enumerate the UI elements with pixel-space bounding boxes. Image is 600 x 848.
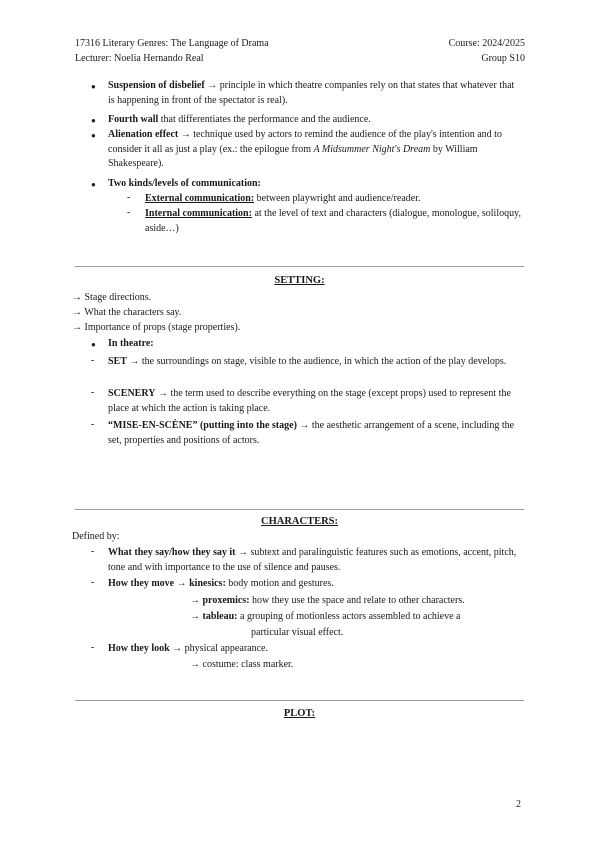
kinesics-text: body motion and gestures.	[225, 578, 334, 589]
characters-heading: CHARACTERS:	[260, 516, 338, 527]
fourth-wall-term: Fourth wall	[108, 114, 159, 125]
set-term: SET	[108, 356, 127, 367]
plot-heading: PLOT:	[283, 708, 316, 719]
suspension-text: → principle in which theatre companies rely on that states that whatever that is happening in front of the spectator is real).	[108, 80, 515, 106]
what-they-say-text: → subtext and paralinguistic features such as emotions, accent, pitch, tone and with importance to the use of silence and pauses.	[108, 547, 517, 573]
how-they-look-item	[108, 642, 268, 657]
fourth-wall-item	[108, 113, 520, 128]
scenery-text: → the term used to describe everything on the stage (except props) used to represent the place at which the action is taking place.	[108, 388, 511, 414]
group-label: Group S10	[481, 53, 525, 64]
what-they-say-item	[108, 546, 520, 575]
costume-item: → costume: class marker.	[190, 659, 294, 670]
tableau-term: tableau:	[202, 611, 238, 622]
mise-en-scene-text: → the aesthetic arrangement of a scene, including the set, properties and positions of actors.	[108, 420, 515, 446]
defined-by-label: Defined by:	[72, 531, 120, 542]
alienation-text-end: by William Shakespeare).	[108, 143, 478, 169]
alienation-item	[108, 128, 520, 172]
lecturer-name: Lecturer: Noelia Hernando Real	[75, 53, 204, 64]
set-item	[108, 355, 520, 370]
kinesics-term: kinesics:	[189, 578, 226, 589]
page-number: 2	[516, 799, 521, 810]
scenery-term: SCENERY	[108, 388, 156, 399]
external-text: between playwright and audience/reader.	[254, 193, 421, 204]
mise-en-scene-term: “MISE-EN-SCÈNE” (putting into the stage)	[108, 420, 297, 431]
course-year: Course: 2024/2025	[448, 38, 525, 49]
how-they-look-text: → physical appearance.	[169, 643, 268, 654]
how-they-move-term: How they move	[108, 578, 175, 589]
suspension-item	[108, 79, 520, 108]
set-text: → the surroundings on stage, visible to the audience, in which the action of the play develops.	[126, 356, 507, 367]
course-title: 17316 Literary Genres: The Language of Drama	[75, 38, 269, 49]
dash-marker: -	[91, 546, 95, 557]
alienation-term: Alienation effect	[108, 129, 179, 140]
communication-heading: Two kinds/levels of communication:	[108, 178, 261, 189]
bullet-icon: ●	[91, 180, 96, 189]
how-they-move-item: How they move → kinesics: body motion and gestures.	[108, 578, 334, 589]
tableau-item: → tableau: a grouping of motionless actors assembled to achieve a	[190, 611, 461, 622]
bullet-icon: ●	[91, 131, 96, 140]
section-divider	[75, 700, 524, 701]
setting-arrow-characters-say: → What the characters say.	[72, 307, 182, 318]
dash-marker: -	[127, 192, 131, 203]
internal-communication-item	[145, 207, 525, 236]
proxemics-item: → proxemics: how they use the space and relate to other characters.	[190, 595, 465, 606]
internal-term: Internal communication:	[145, 208, 252, 219]
setting-arrow-props: → Importance of props (stage properties).	[72, 322, 241, 333]
what-they-say-term: What they say/how they say it	[108, 547, 236, 558]
external-communication-item	[145, 192, 525, 207]
setting-heading: SETTING:	[274, 275, 325, 286]
dash-marker: -	[91, 419, 95, 430]
dash-marker: -	[91, 387, 95, 398]
section-divider	[75, 509, 524, 510]
how-they-look-term: How they look	[108, 643, 170, 654]
alienation-text: → technique used by actors to remind the audience of the play's intention and to consider it all as just a play (ex.: the epilogue from	[108, 129, 502, 155]
proxemics-term: proxemics:	[202, 595, 250, 606]
dash-marker: -	[91, 642, 95, 653]
scenery-item	[108, 387, 520, 416]
dash-marker: -	[91, 355, 95, 366]
section-divider	[75, 266, 524, 267]
internal-text: at the level of text and characters (dialogue, monologue, soliloquy, aside…)	[145, 208, 521, 234]
external-term: External communication:	[145, 193, 255, 204]
dash-marker: -	[91, 577, 95, 588]
tableau-text: a grouping of motionless actors assembled to achieve a	[237, 611, 461, 622]
mise-en-scene-item	[108, 419, 520, 448]
setting-arrow-stage-directions: → Stage directions.	[72, 292, 152, 303]
dash-marker: -	[127, 207, 131, 218]
suspension-term: Suspension of disbelief	[108, 80, 205, 91]
in-theatre-label: In theatre:	[108, 338, 154, 349]
bullet-icon: ●	[91, 116, 96, 125]
bullet-icon: ●	[91, 340, 96, 349]
play-title: A Midsummer Night's Dream	[313, 143, 431, 155]
tableau-text-continued: particular visual effect.	[251, 627, 344, 638]
fourth-wall-text: that differentiates the performance and the audience.	[158, 114, 371, 125]
proxemics-text: how they use the space and relate to other characters.	[249, 595, 465, 606]
bullet-icon: ●	[91, 82, 96, 91]
